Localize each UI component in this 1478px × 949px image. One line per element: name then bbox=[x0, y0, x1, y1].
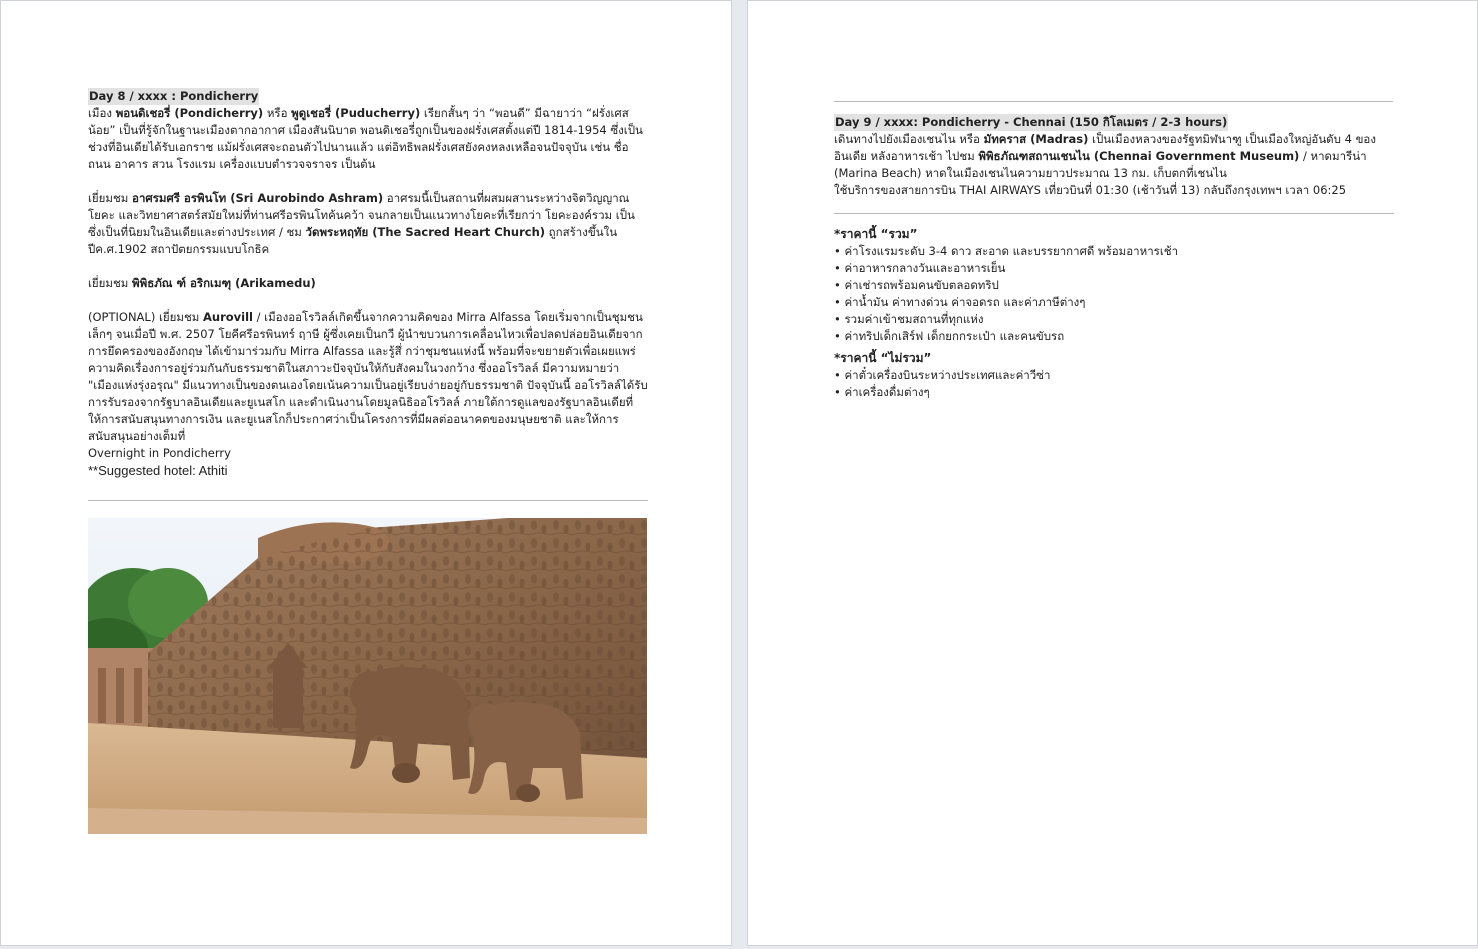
excluded-list bbox=[834, 367, 1394, 401]
page-right-content bbox=[834, 114, 1394, 401]
excluded-title: *ราคานี้ “ไม่รวม” bbox=[834, 351, 932, 365]
section-divider bbox=[88, 500, 648, 501]
day9-heading: Day 9 / xxxx: Pondicherry - Chennai (150 กิโลเมตร / 2-3 hours) bbox=[835, 115, 1228, 129]
chennai-paragraph bbox=[834, 131, 1394, 182]
bold-text-run: มัทคราส (Madras) bbox=[983, 132, 1089, 146]
text-run: เป็นเมืองหลวงของรัฐทมิฬนาฑู เป็นเมืองใหญ่อันดับ 4 ของอินเดีย หลังอาหารเช้า ไปชม bbox=[834, 132, 1376, 163]
text-run: อาศรมนี้เป็นสถานที่ผสมผสานระหว่างจิตวิญญาณ โยคะ และวิทยาศาสตร์สมัยใหม่ที่ท่านศรีอรพินโทค้นคว้า จนกลายเป็นแนวทางโยคะที่เรียกว่า โยคะองค์รวม เป็นซึ่งเป็นที่นิยมในอินเดียและต่างประเทศ / ชม bbox=[88, 191, 635, 239]
auroville-paragraph bbox=[88, 309, 648, 445]
bold-text-run: พิพิธภัณ ฑ์ อริกเมฑุ (Arikamedu) bbox=[132, 276, 316, 290]
flight-paragraph: ใช้บริการของสายการบิน THAI AIRWAYS เที่ยวบินที่ 01:30 (เช้าวันที่ 13) กลับถึงกรุงเทพฯ เวลา 06:25 bbox=[834, 183, 1347, 197]
text-run: เมือง bbox=[88, 106, 116, 120]
excluded-item: • ค่าเครื่องดื่มต่างๆ bbox=[834, 384, 1394, 401]
document-page-left bbox=[0, 0, 732, 946]
text-run: / เมืองออโรวิลล์เกิดขึ้นจากความคิดของ Mirra Alfassa โดยเริ่มจากเป็นชุมชนเล็กๆ จนเมื่อปี พ.ศ. 2507 โยคีศรีอรพินทร์ ฤาษี ผู้ซึ่งเคยเป็นกวี ผู้นำขบวนการเคลื่อนไหวเพื่อปลดปล่อยอินเดียจากการยึดครองของอังกฤษ ได้เข้ามาร่วมกับ Mirra Alfassa และรู้สึ่ กว่าชุมชนแห่งนี้ พร้อมที่จะขยายตัวเพื่อเผยแพร่ความคิดเรื่องการอยู่ร่วมกันกับธรรมชาติในสภาวะปัจจุบันให้กับสังคมในวงกว้าง ซึ่งออโรวิลล์ มีความหมายว่า "เมืองแห่งรุ่งอรุณ" มีแนวทางเป็นของตนเองโดยเน้นความเป็นอยู่เรียบง่ายอยู่กับธรรมชาติ ปัจจุบันนี้ ออโรวิลล์ได้รับการรับรองจากรัฐบาลอินเดียและยูเนสโก และดำเนินงานโดยมูลนิธิออโรวิลล์ ภายใต้การดูแลของรัฐบาลอินเดียที่ให้การสนับสนุนทางการเงิน และยูเนสโกก็ประกาศว่าเป็นโครงการที่มีผลต่ออนาคตของมนุษยชาติ และให้การสนับสนุนอย่างเต็มที่ bbox=[88, 310, 648, 443]
included-item: • ค่าน้ำมัน ค่าทางด่วน ค่าจอดรถ และค่าภาษีต่างๆ bbox=[834, 294, 1394, 311]
excluded-item: • ค่าตั๋วเครื่องบินระหว่างประเทศและค่าวีซ่า bbox=[834, 367, 1394, 384]
included-item: • ค่าเช่ารถพร้อมคนขับตลอดทริป bbox=[834, 277, 1394, 294]
text-run: เยี่ยมชม bbox=[88, 276, 133, 290]
bold-text-run: วัดพระหฤทัย (The Sacred Heart Church) bbox=[305, 225, 546, 239]
overnight-text: Overnight in Pondicherry bbox=[88, 446, 231, 460]
text-run: หรือ bbox=[263, 106, 292, 120]
arikamedu-paragraph bbox=[88, 275, 648, 292]
bold-text-run: อาศรมศรี อรพินโท (Sri Aurobindo Ashram) bbox=[132, 191, 384, 205]
bold-text-run: พอนดิเชอรี่ (Pondicherry) bbox=[115, 106, 264, 120]
text-run: เดินทางไปยังเมืองเชนไน หรือ bbox=[834, 132, 984, 146]
included-item: • ค่าอาหารกลางวันและอาหารเย็น bbox=[834, 260, 1394, 277]
text-run: (OPTIONAL) เยี่ยมชม bbox=[88, 310, 203, 324]
bold-text-run: พิพิธภัณฑสถานเชนไน (Chennai Government Museum) bbox=[978, 149, 1300, 163]
day8-heading: Day 8 / xxxx : Pondicherry bbox=[89, 89, 259, 103]
text-run: ถูกสร้างขึ้นในปีค.ศ.1902 สถาปัตยกรรมแบบโกธิค bbox=[88, 225, 618, 256]
page-left-content bbox=[88, 88, 648, 501]
included-item: • ค่าโรงแรมระดับ 3-4 ดาว สะอาด และบรรยากาศดี พร้อมอาหารเช้า bbox=[834, 243, 1394, 260]
ashram-paragraph bbox=[88, 190, 648, 258]
temple-relief-photo bbox=[88, 518, 647, 834]
document-page-right bbox=[747, 0, 1478, 946]
text-run: เรียกสั้นๆ ว่า “พอนดี” มีฉายาว่า “ฝรั่งเศสน้อย” เป็นที่รู้จักในฐานะเมืองตากอากาศ เมืองสันนิบาต พอนดิเชอรี่ถูกเป็นของฝรั่งเศสตั้งแต่ปี 1814-1954 ซึ่งเป็นช่วงที่อินเดียได้รับเอกราช แม้ฝรั่งเศสจะถอนตัวไปนานแล้ว แต่อิทธิพลฝรั่งเศสยังคงหลงเหลือจนปัจจุบัน เช่น ชื่อถนน อาคาร สวน โรงแรม เครื่องแบบตำรวจจราจร เป็นต้น bbox=[88, 106, 643, 171]
bold-text-run: Aurovill bbox=[203, 310, 253, 324]
top-divider bbox=[834, 101, 1393, 102]
bold-text-run: พูดูเชอรี่ (Puducherry) bbox=[291, 106, 421, 120]
text-run: เยี่ยมชม bbox=[88, 191, 133, 205]
included-list bbox=[834, 243, 1394, 345]
included-item: • ค่าทริปเด็กเสิร์ฟ เด็กยกกระเป๋า และคนขับรถ bbox=[834, 328, 1394, 345]
included-title: *ราคานี้ “รวม” bbox=[834, 227, 918, 241]
text-run: / หาดมารีน่า (Marina Beach) หาดในเมืองเชนไนความยาวประมาณ 13 กม. เก็บตกที่เชนไน bbox=[834, 149, 1367, 180]
pondicherry-intro-paragraph bbox=[88, 105, 648, 173]
suggested-hotel-text: **Suggested hotel: Athiti bbox=[88, 463, 228, 478]
included-item: • รวมค่าเข้าชมสถานที่ทุกแห่ง bbox=[834, 311, 1394, 328]
